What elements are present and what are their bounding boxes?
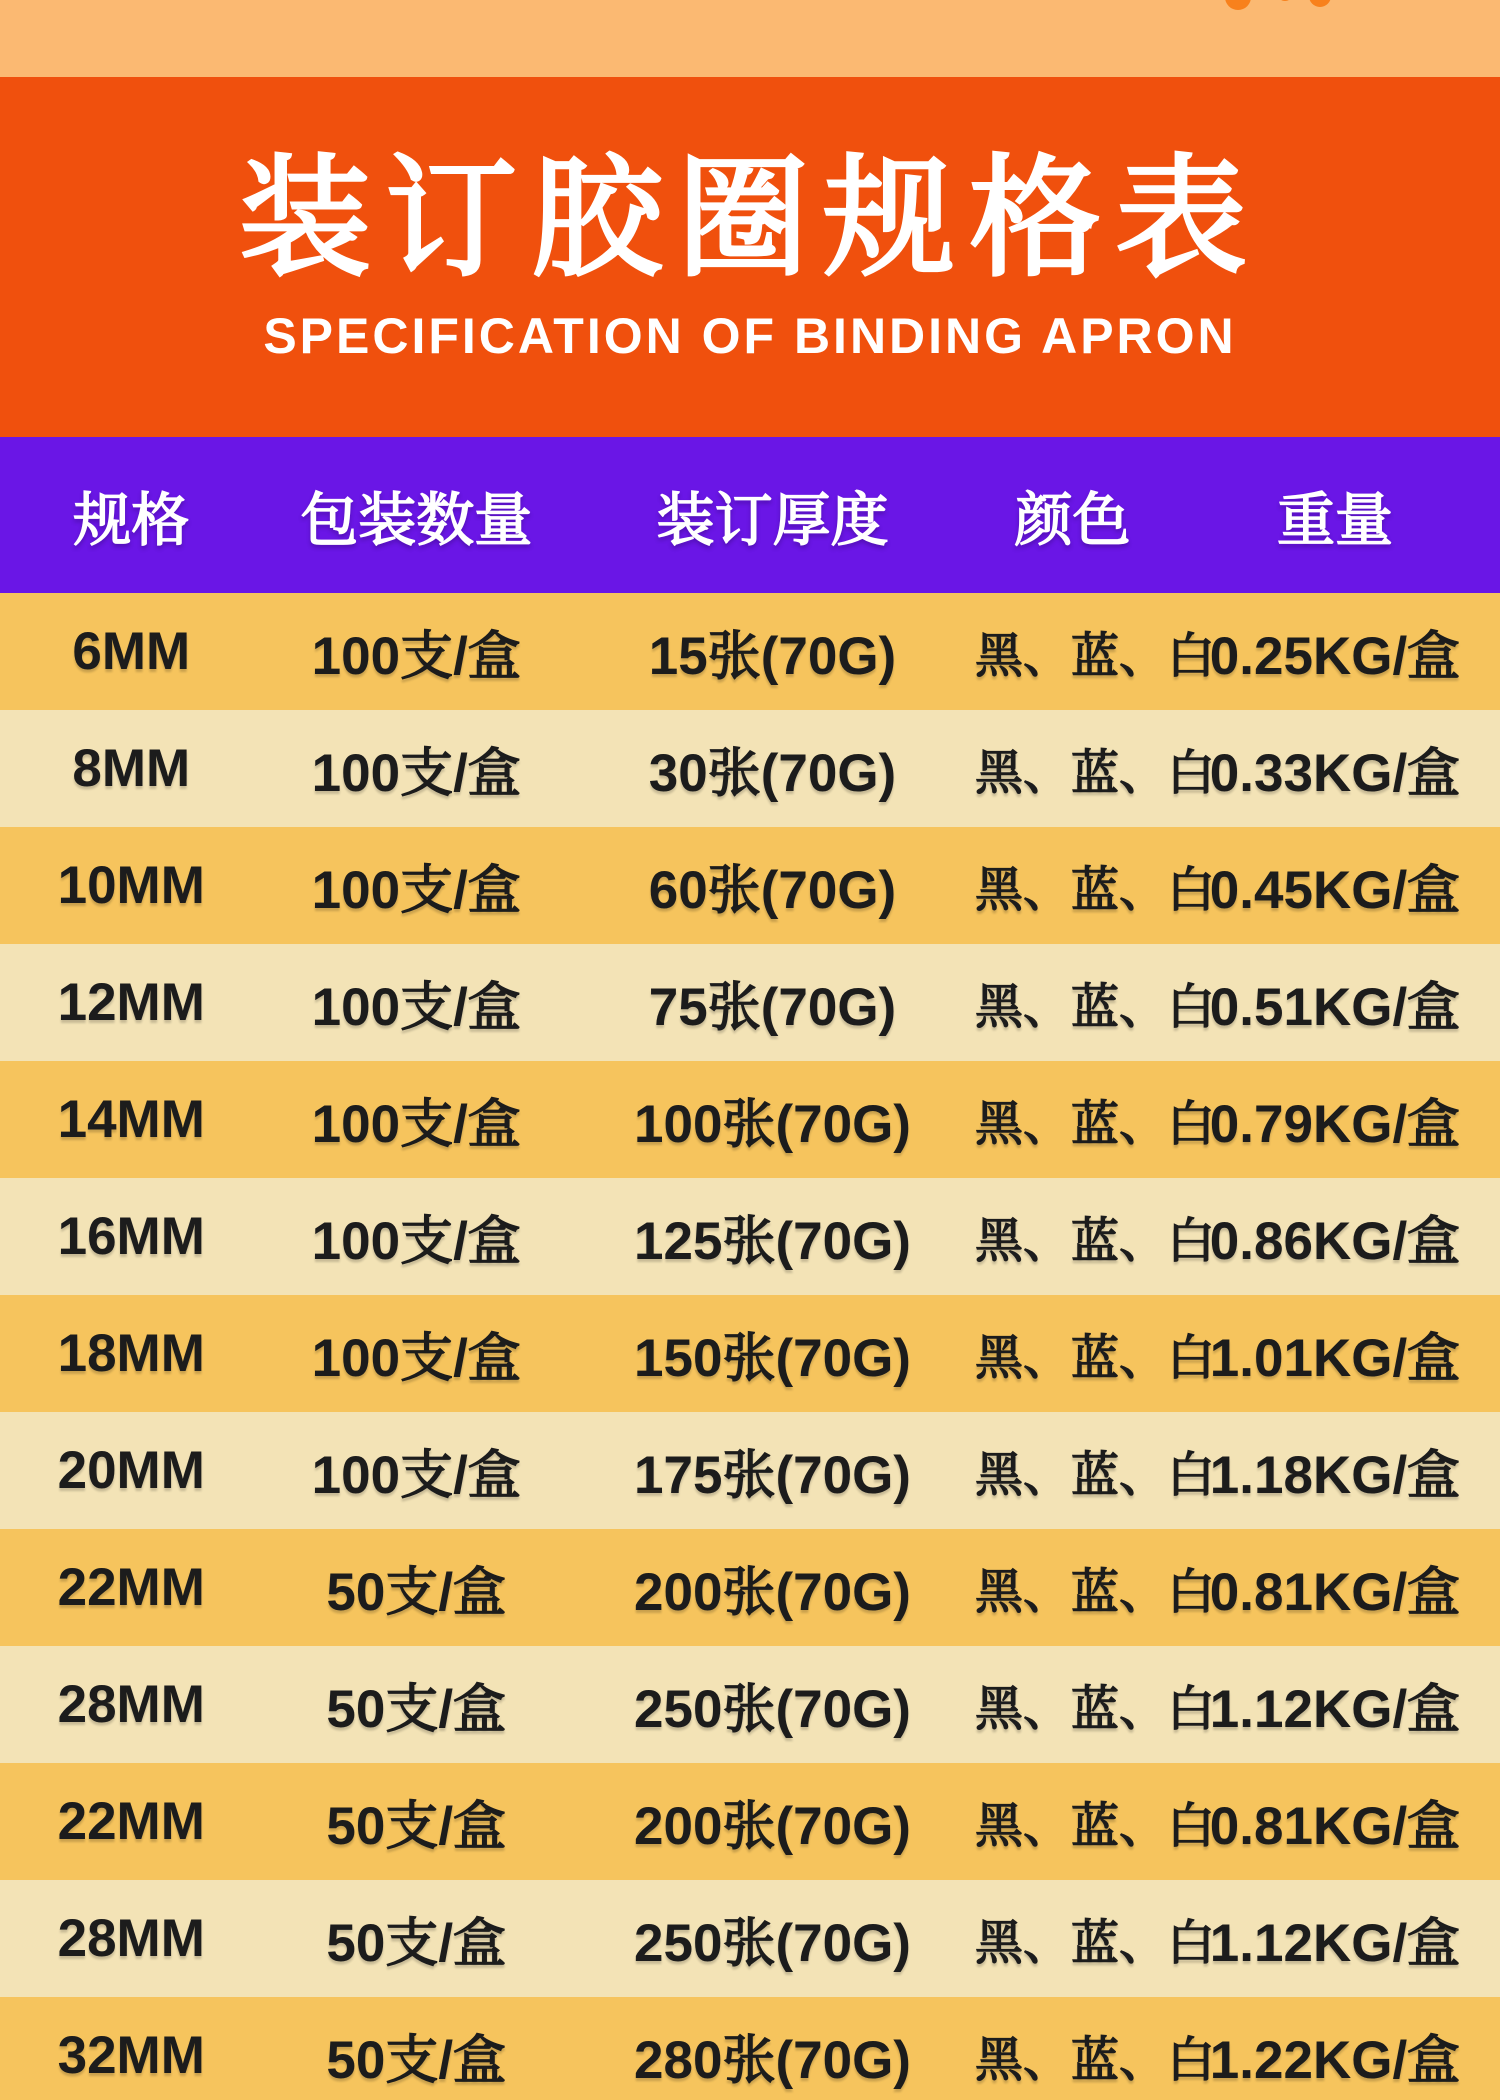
table-row: [0, 710, 1500, 827]
cell-spec: 28MM: [57, 1675, 205, 1734]
cell-weight: 1.12KG/盒: [1209, 1913, 1461, 1973]
cell-spec: 12MM: [57, 973, 205, 1032]
table-row: [0, 1412, 1500, 1529]
page-title: 装订胶圈规格表: [239, 145, 1261, 292]
table-row: [0, 1178, 1500, 1295]
cell-thickness: 250张(70G): [634, 1913, 911, 1973]
cell-qty: 50支/盒: [326, 1562, 507, 1622]
cell-weight: 0.33KG/盒: [1209, 743, 1461, 803]
cell-weight: 1.12KG/盒: [1209, 1679, 1461, 1739]
cell-weight: 0.86KG/盒: [1209, 1211, 1461, 1271]
table-row: [0, 827, 1500, 944]
cell-thickness: 280张(70G): [634, 2030, 911, 2090]
cell-spec: 32MM: [57, 2026, 205, 2085]
table-row: [0, 1529, 1500, 1646]
cell-color: 黑、蓝、白: [975, 981, 1216, 1034]
table-row: [0, 1997, 1500, 2100]
column-header-qty: 包装数量: [300, 488, 533, 553]
page-subtitle: SPECIFICATION OF BINDING APRON: [263, 308, 1237, 364]
cell-spec: 18MM: [57, 1324, 205, 1383]
cell-spec: 28MM: [57, 1909, 205, 1968]
cell-weight: 0.79KG/盒: [1209, 1094, 1461, 1154]
cell-qty: 100支/盒: [311, 860, 521, 920]
cell-thickness: 125张(70G): [634, 1211, 911, 1271]
cell-qty: 50支/盒: [326, 2030, 507, 2090]
cell-color: 黑、蓝、白: [975, 1683, 1216, 1736]
cell-qty: 100支/盒: [311, 977, 521, 1037]
cell-qty: 100支/盒: [311, 1328, 521, 1388]
cell-weight: 1.01KG/盒: [1209, 1328, 1461, 1388]
cell-color: 黑、蓝、白: [975, 1449, 1216, 1502]
cell-thickness: 200张(70G): [634, 1562, 911, 1622]
cell-color: 黑、蓝、白: [975, 747, 1216, 800]
cell-spec: 14MM: [57, 1090, 205, 1149]
cell-qty: 100支/盒: [311, 1211, 521, 1271]
cell-spec: 22MM: [57, 1558, 205, 1617]
cell-weight: 0.51KG/盒: [1209, 977, 1461, 1037]
swoosh-decoration-icon: [1210, 0, 1350, 18]
cell-thickness: 250张(70G): [634, 1679, 911, 1739]
cell-color: 黑、蓝、白: [975, 1800, 1216, 1853]
cell-thickness: 100张(70G): [634, 1094, 911, 1154]
column-header-color: 颜色: [1014, 488, 1131, 553]
table-row: [0, 593, 1500, 710]
cell-color: 黑、蓝、白: [975, 1566, 1216, 1619]
cell-weight: 0.45KG/盒: [1209, 860, 1461, 920]
cell-qty: 50支/盒: [326, 1796, 507, 1856]
table-row: [0, 944, 1500, 1061]
column-header-thickness: 装订厚度: [656, 488, 889, 553]
column-header-spec: 规格: [73, 488, 190, 553]
top-banner: [0, 0, 1500, 77]
cell-color: 黑、蓝、白: [975, 1215, 1216, 1268]
cell-qty: 100支/盒: [311, 626, 521, 686]
cell-spec: 6MM: [72, 622, 191, 681]
cell-thickness: 175张(70G): [634, 1445, 911, 1505]
cell-thickness: 150张(70G): [634, 1328, 911, 1388]
cell-color: 黑、蓝、白: [975, 1098, 1216, 1151]
table-row: [0, 1880, 1500, 1997]
cell-qty: 100支/盒: [311, 1445, 521, 1505]
cell-color: 黑、蓝、白: [975, 1332, 1216, 1385]
cell-spec: 8MM: [72, 739, 191, 798]
cell-color: 黑、蓝、白: [975, 1917, 1216, 1970]
cell-spec: 22MM: [57, 1792, 205, 1851]
cell-qty: 100支/盒: [311, 743, 521, 803]
cell-thickness: 15张(70G): [648, 626, 897, 686]
cell-thickness: 75张(70G): [648, 977, 897, 1037]
cell-spec: 10MM: [57, 856, 205, 915]
cell-qty: 50支/盒: [326, 1913, 507, 1973]
cell-color: 黑、蓝、白: [975, 864, 1216, 917]
cell-weight: 0.25KG/盒: [1209, 626, 1461, 686]
table-row: [0, 1295, 1500, 1412]
cell-weight: 0.81KG/盒: [1209, 1796, 1461, 1856]
column-header-weight: 重量: [1276, 488, 1393, 553]
cell-color: 黑、蓝、白: [975, 630, 1216, 683]
cell-thickness: 30张(70G): [648, 743, 897, 803]
table-row: [0, 1646, 1500, 1763]
cell-weight: 0.81KG/盒: [1209, 1562, 1461, 1622]
cell-qty: 100支/盒: [311, 1094, 521, 1154]
cell-spec: 20MM: [57, 1441, 205, 1500]
cell-color: 黑、蓝、白: [975, 2034, 1216, 2087]
table-body: [0, 593, 1500, 2100]
cell-weight: 1.22KG/盒: [1209, 2030, 1461, 2090]
cell-qty: 50支/盒: [326, 1679, 507, 1739]
cell-weight: 1.18KG/盒: [1209, 1445, 1461, 1505]
cell-thickness: 60张(70G): [648, 860, 897, 920]
cell-thickness: 200张(70G): [634, 1796, 911, 1856]
header-banner: [0, 77, 1500, 437]
table-row: [0, 1763, 1500, 1880]
table-row: [0, 1061, 1500, 1178]
table-header-row: [0, 437, 1500, 593]
cell-spec: 16MM: [57, 1207, 205, 1266]
